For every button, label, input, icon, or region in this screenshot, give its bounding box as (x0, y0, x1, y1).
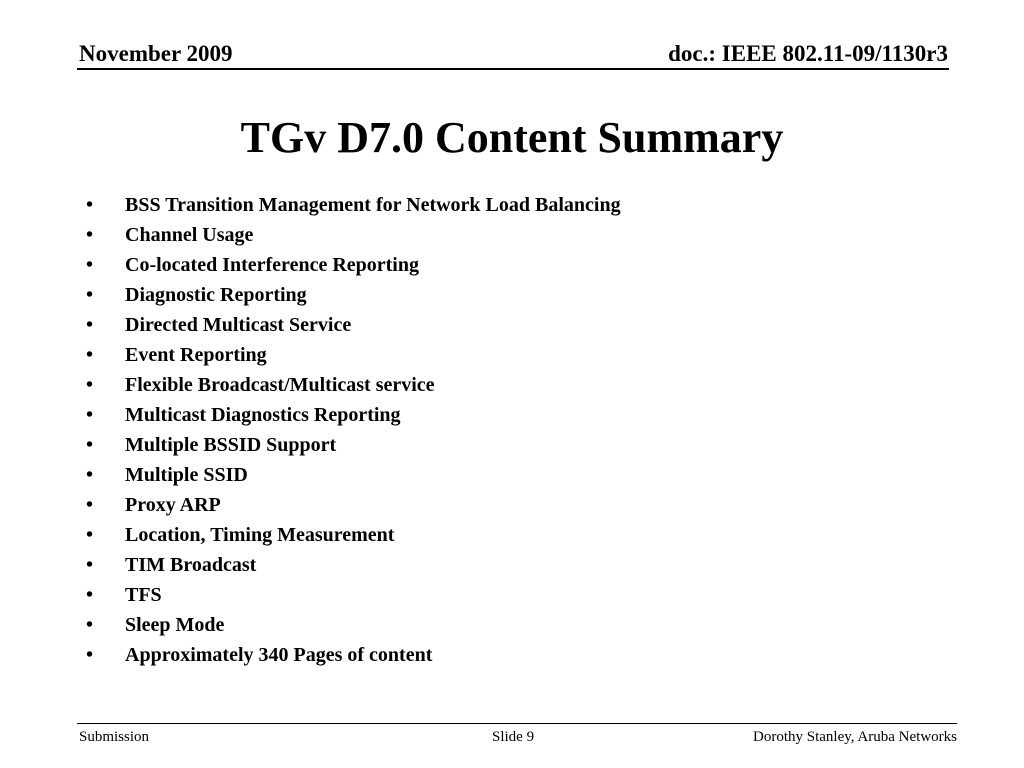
bullet-item (86, 310, 621, 340)
bullet-text: Multicast Diagnostics Reporting (125, 404, 401, 426)
bullet-text: BSS Transition Management for Network Load Balancing (125, 194, 621, 216)
bullet-item (86, 400, 621, 430)
bullet-icon: • (86, 614, 94, 636)
bullet-icon: • (86, 344, 94, 366)
bullet-item (86, 340, 621, 370)
bullet-item (86, 220, 621, 250)
bullet-text: Multiple BSSID Support (125, 434, 337, 456)
bullet-icon: • (86, 284, 94, 306)
bullet-text: Flexible Broadcast/Multicast service (125, 374, 435, 396)
bullet-text: Co-located Interference Reporting (125, 254, 419, 276)
bullet-icon: • (86, 644, 94, 666)
bullet-text: Multiple SSID (125, 464, 248, 486)
bullet-item (86, 370, 621, 400)
bullet-item (86, 520, 621, 550)
bullet-icon: • (86, 374, 94, 396)
bullet-icon: • (86, 254, 94, 276)
bullet-icon: • (86, 404, 94, 426)
bullet-text: Diagnostic Reporting (125, 284, 307, 306)
slide-title: TGv D7.0 Content Summary (240, 113, 784, 162)
bullet-item (86, 610, 621, 640)
bullet-text: Event Reporting (125, 344, 267, 366)
bullet-item (86, 640, 621, 670)
bullet-list (86, 190, 621, 670)
footer-submission: Submission (79, 729, 150, 745)
bullet-text: Directed Multicast Service (125, 314, 352, 336)
bullet-icon: • (86, 314, 94, 336)
bullet-text: Sleep Mode (125, 614, 225, 636)
bullet-icon: • (86, 224, 94, 246)
bullet-icon: • (86, 434, 94, 456)
bullet-text: Channel Usage (125, 224, 254, 246)
bullet-item (86, 550, 621, 580)
header-date: November 2009 (79, 41, 233, 66)
bullet-text: TFS (125, 584, 162, 606)
bullet-item (86, 460, 621, 490)
bullet-icon: • (86, 494, 94, 516)
footer-author: Dorothy Stanley, Aruba Networks (753, 729, 957, 745)
footer-slide-number: Slide 9 (492, 729, 535, 745)
bullet-item (86, 250, 621, 280)
header-divider (77, 68, 949, 70)
bullet-text: Approximately 340 Pages of content (125, 644, 433, 666)
bullet-item (86, 280, 621, 310)
bullet-item (86, 580, 621, 610)
bullet-text: Proxy ARP (125, 494, 221, 516)
bullet-icon: • (86, 524, 94, 546)
bullet-item (86, 430, 621, 460)
bullet-icon: • (86, 584, 94, 606)
bullet-text: TIM Broadcast (125, 554, 257, 576)
bullet-icon: • (86, 194, 94, 216)
header-doc-id: doc.: IEEE 802.11-09/1130r3 (668, 41, 948, 66)
bullet-icon: • (86, 464, 94, 486)
bullet-item (86, 490, 621, 520)
footer-divider (77, 723, 957, 724)
bullet-item (86, 190, 621, 220)
bullet-icon: • (86, 554, 94, 576)
bullet-text: Location, Timing Measurement (125, 524, 395, 546)
